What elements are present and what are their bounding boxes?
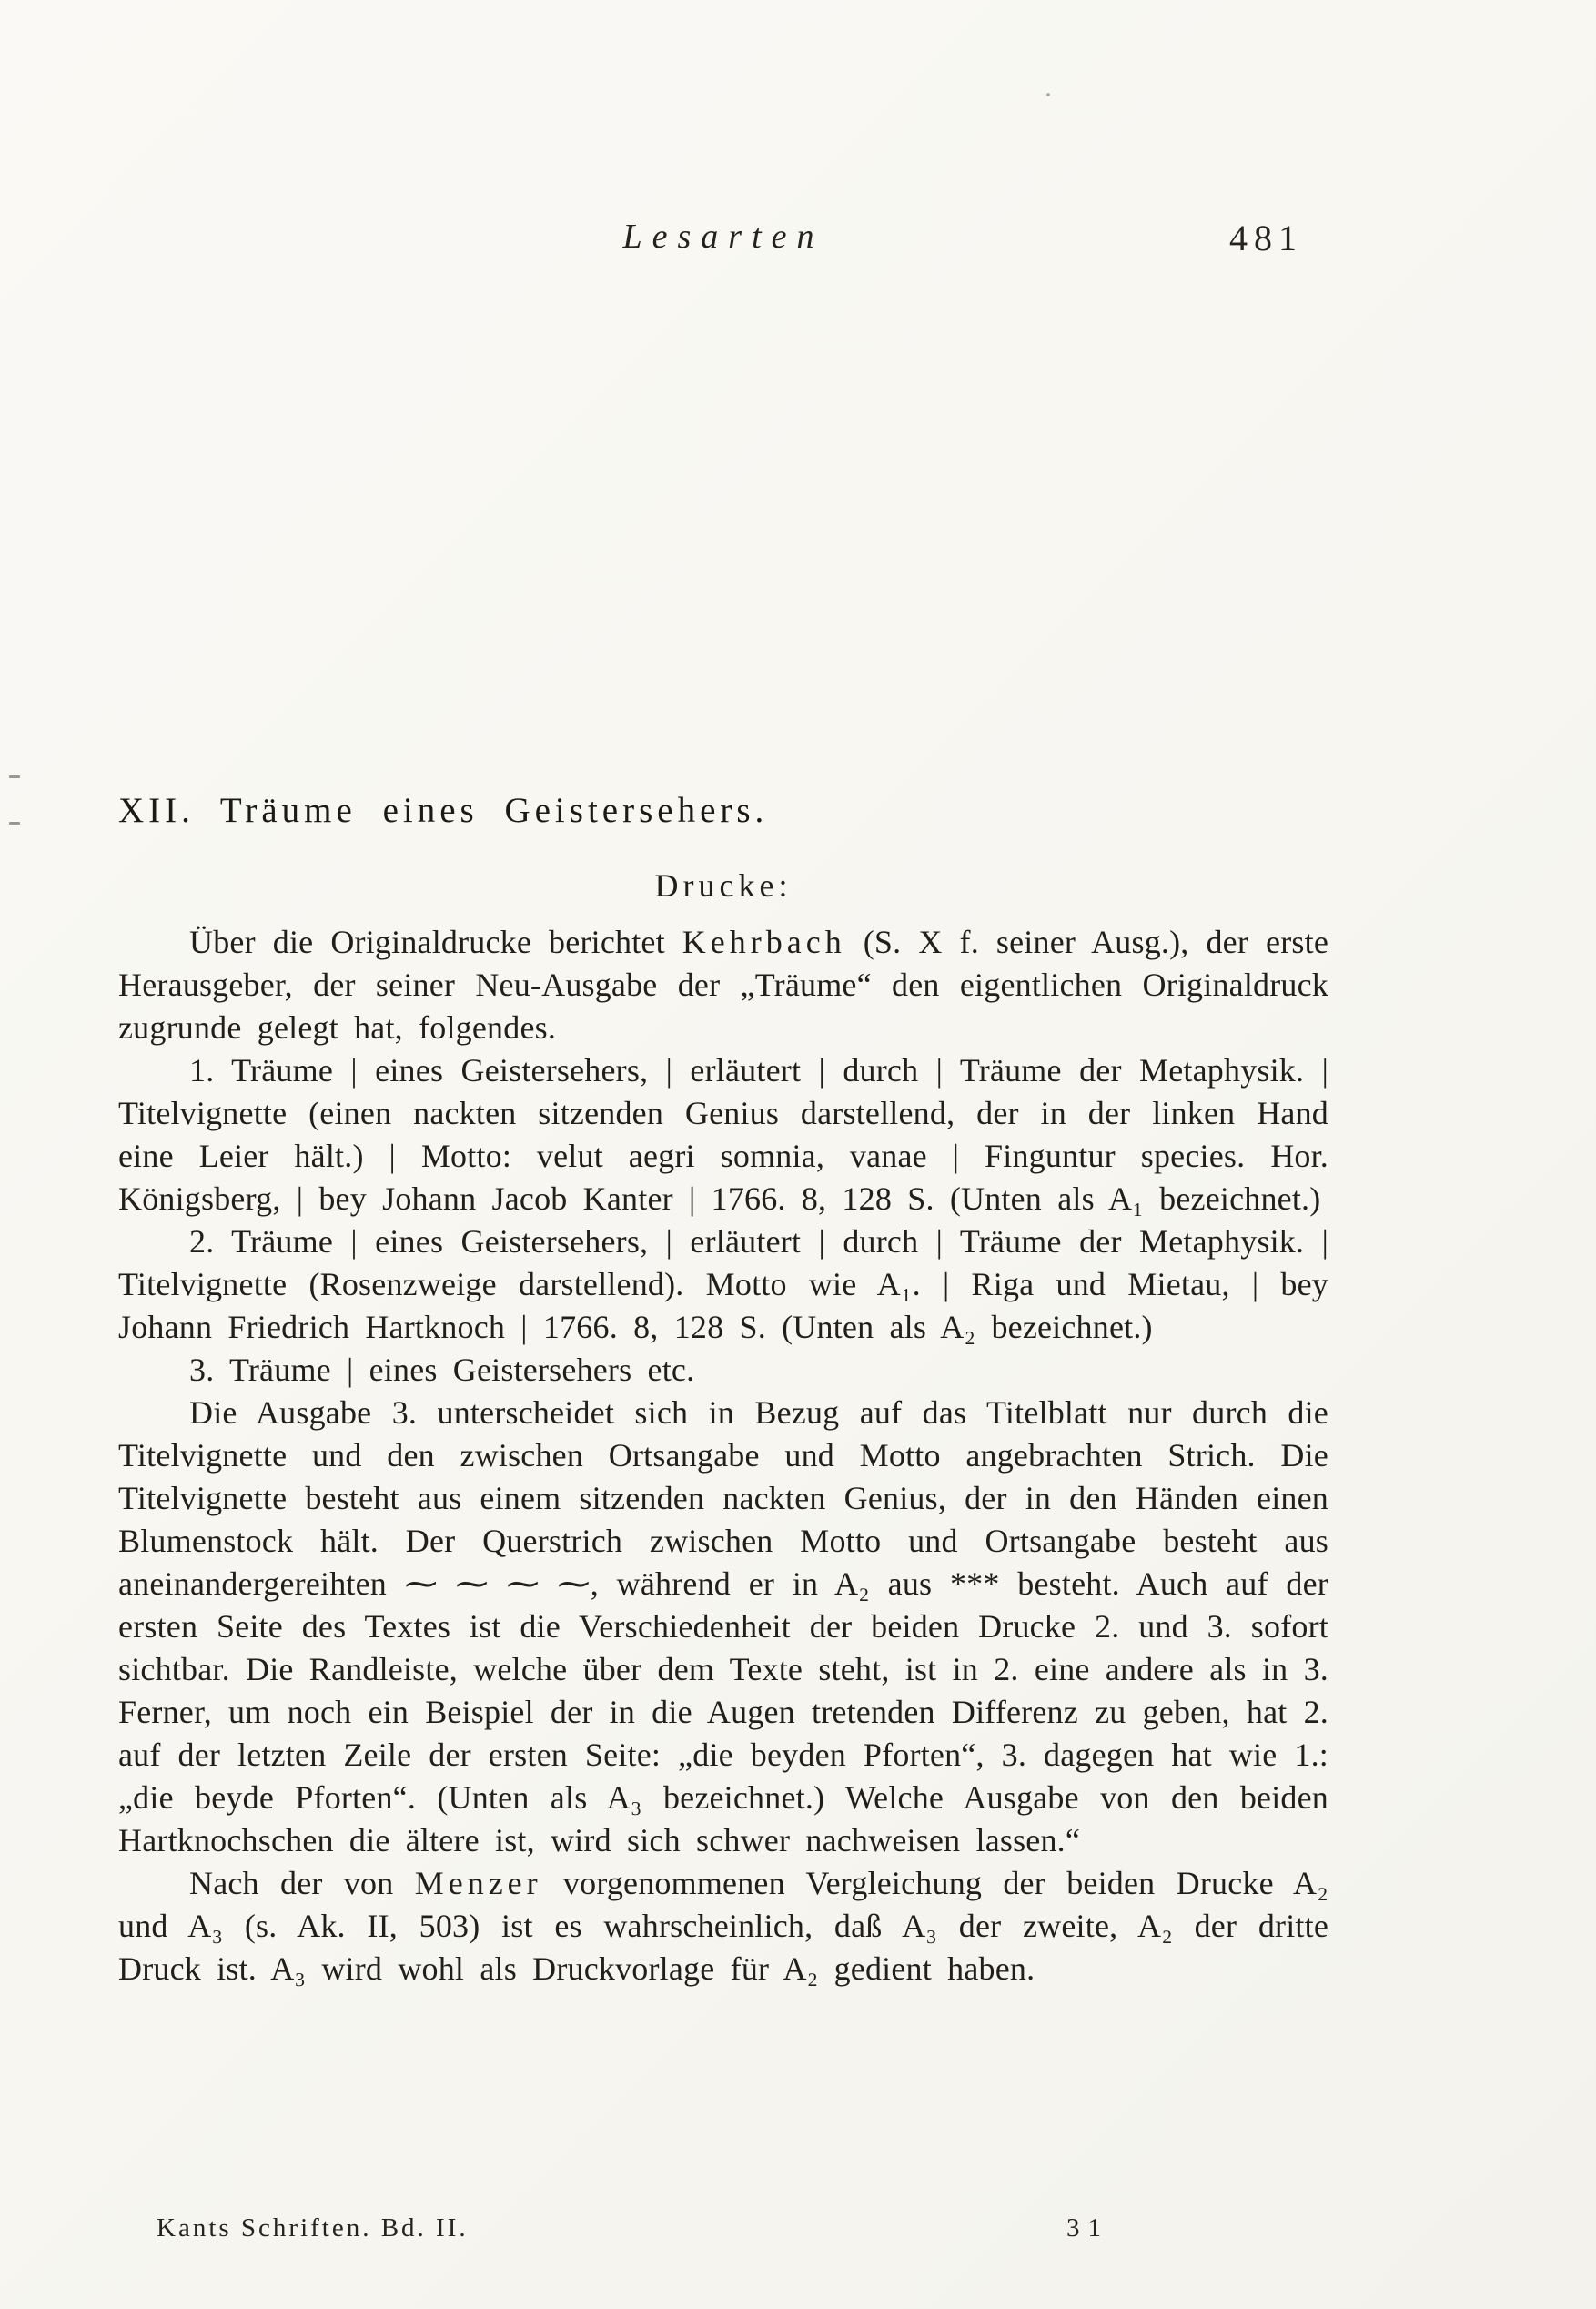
footer-signature-number: 31 bbox=[1066, 2213, 1109, 2243]
paragraph-text: 2. Träume | eines Geistersehers, | erläutert | durch | Träume der Metaphysik. | Titelvignette (Rosenzweige darstellend). Motto wie A₁. | Riga und Mietau, | bey Johann Friedrich Hartknoch | 1766. 8, 128 S. (Unten als A₂ bezeichnet.) bbox=[118, 1223, 1328, 1345]
section-heading: XII. Träume eines Geistersehers. bbox=[118, 791, 769, 830]
running-header: Lesarten bbox=[622, 218, 824, 256]
paragraph-4 bbox=[118, 1349, 1328, 1392]
footer-imprint: Kants Schriften. Bd. II. bbox=[157, 2213, 469, 2243]
paragraph-text: Über die Originaldrucke berichtet bbox=[189, 924, 682, 960]
running-header-row bbox=[118, 217, 1328, 271]
paragraph-2 bbox=[118, 1049, 1328, 1220]
page-footer bbox=[118, 2213, 1328, 2250]
paragraph-text: vorgenommenen Vergleichung der beiden Drucke A₂ und A₃ (s. Ak. II, 503) ist es wahrscheinlich, daß A₃ der zweite, A₂ der dritte Druck ist. A₃ wird wohl als Druckvorlage für A₂ gedient haben. bbox=[118, 1865, 1328, 1987]
scan-artifact-mark bbox=[9, 775, 20, 778]
paragraph-3 bbox=[118, 1220, 1328, 1349]
paragraph-6 bbox=[118, 1862, 1328, 1990]
paragraph-text: 3. Träume | eines Geistersehers etc. bbox=[189, 1352, 695, 1388]
scan-artifact-mark bbox=[9, 822, 20, 825]
emphasized-name: Kehrbach bbox=[682, 924, 846, 960]
paragraph-text: 1. Träume | eines Geistersehers, | erläutert | durch | Träume der Metaphysik. | Titelvignette (einen nackten sitzenden Genius darstellend, der in der linken Hand eine Leier hält.) | Motto: velut aegri somnia, vanae | Finguntur species. Hor. Königsberg, | bey Johann Jacob Kanter | 1766. 8, 128 S. (Unten als A₁ bezeichnet.) bbox=[118, 1052, 1328, 1217]
page-number: 481 bbox=[1229, 218, 1303, 258]
paragraph-1 bbox=[118, 921, 1328, 1049]
paragraph-5 bbox=[118, 1392, 1328, 1862]
paragraph-text: (S. X f. seiner Ausg.), der erste Herausgeber, der seiner Neu-Ausgabe der „Träume“ den eigentlichen Originaldruck zugrunde gelegt hat, folgendes. bbox=[118, 924, 1329, 1046]
paragraph-text: Die Ausgabe 3. unterscheidet sich in Bezug auf das Titelblatt nur durch die Titelvignette und den zwischen Ortsangabe und Motto angebrachten Strich. Die Titelvignette besteht aus einem sitzenden nackten Genius, der in den Händen einen Blumenstock hält. Der Querstrich zwischen Motto und Ortsangabe besteht aus aneinandergereihten ⁓ ⁓ ⁓ ⁓, während er in A₂ aus *** besteht. Auch auf der ersten Seite des Textes ist die Verschiedenheit der beiden Drucke 2. und 3. sofort sichtbar. Die Randleiste, welche über dem Texte steht, ist in 2. eine andere als in 3. Ferner, um noch ein Beispiel der in die Augen tretenden Differenz zu geben, hat 2. auf der letzten Zeile der ersten Seite: „die beyden Pforten“, 3. dagegen hat wie 1.: „die beyde Pforten“. (Unten als A₃ bezeichnet.) Welche Ausgabe von den beiden Hartknochschen die ältere ist, wird sich schwer nachweisen lassen.“ bbox=[118, 1394, 1328, 1858]
body-text bbox=[118, 921, 1328, 1990]
subheading-drucke: Drucke: bbox=[654, 867, 793, 904]
emphasized-name: Menzer bbox=[414, 1865, 542, 1901]
text-block bbox=[118, 0, 1328, 2309]
paragraph-text: Nach der von bbox=[189, 1865, 415, 1901]
